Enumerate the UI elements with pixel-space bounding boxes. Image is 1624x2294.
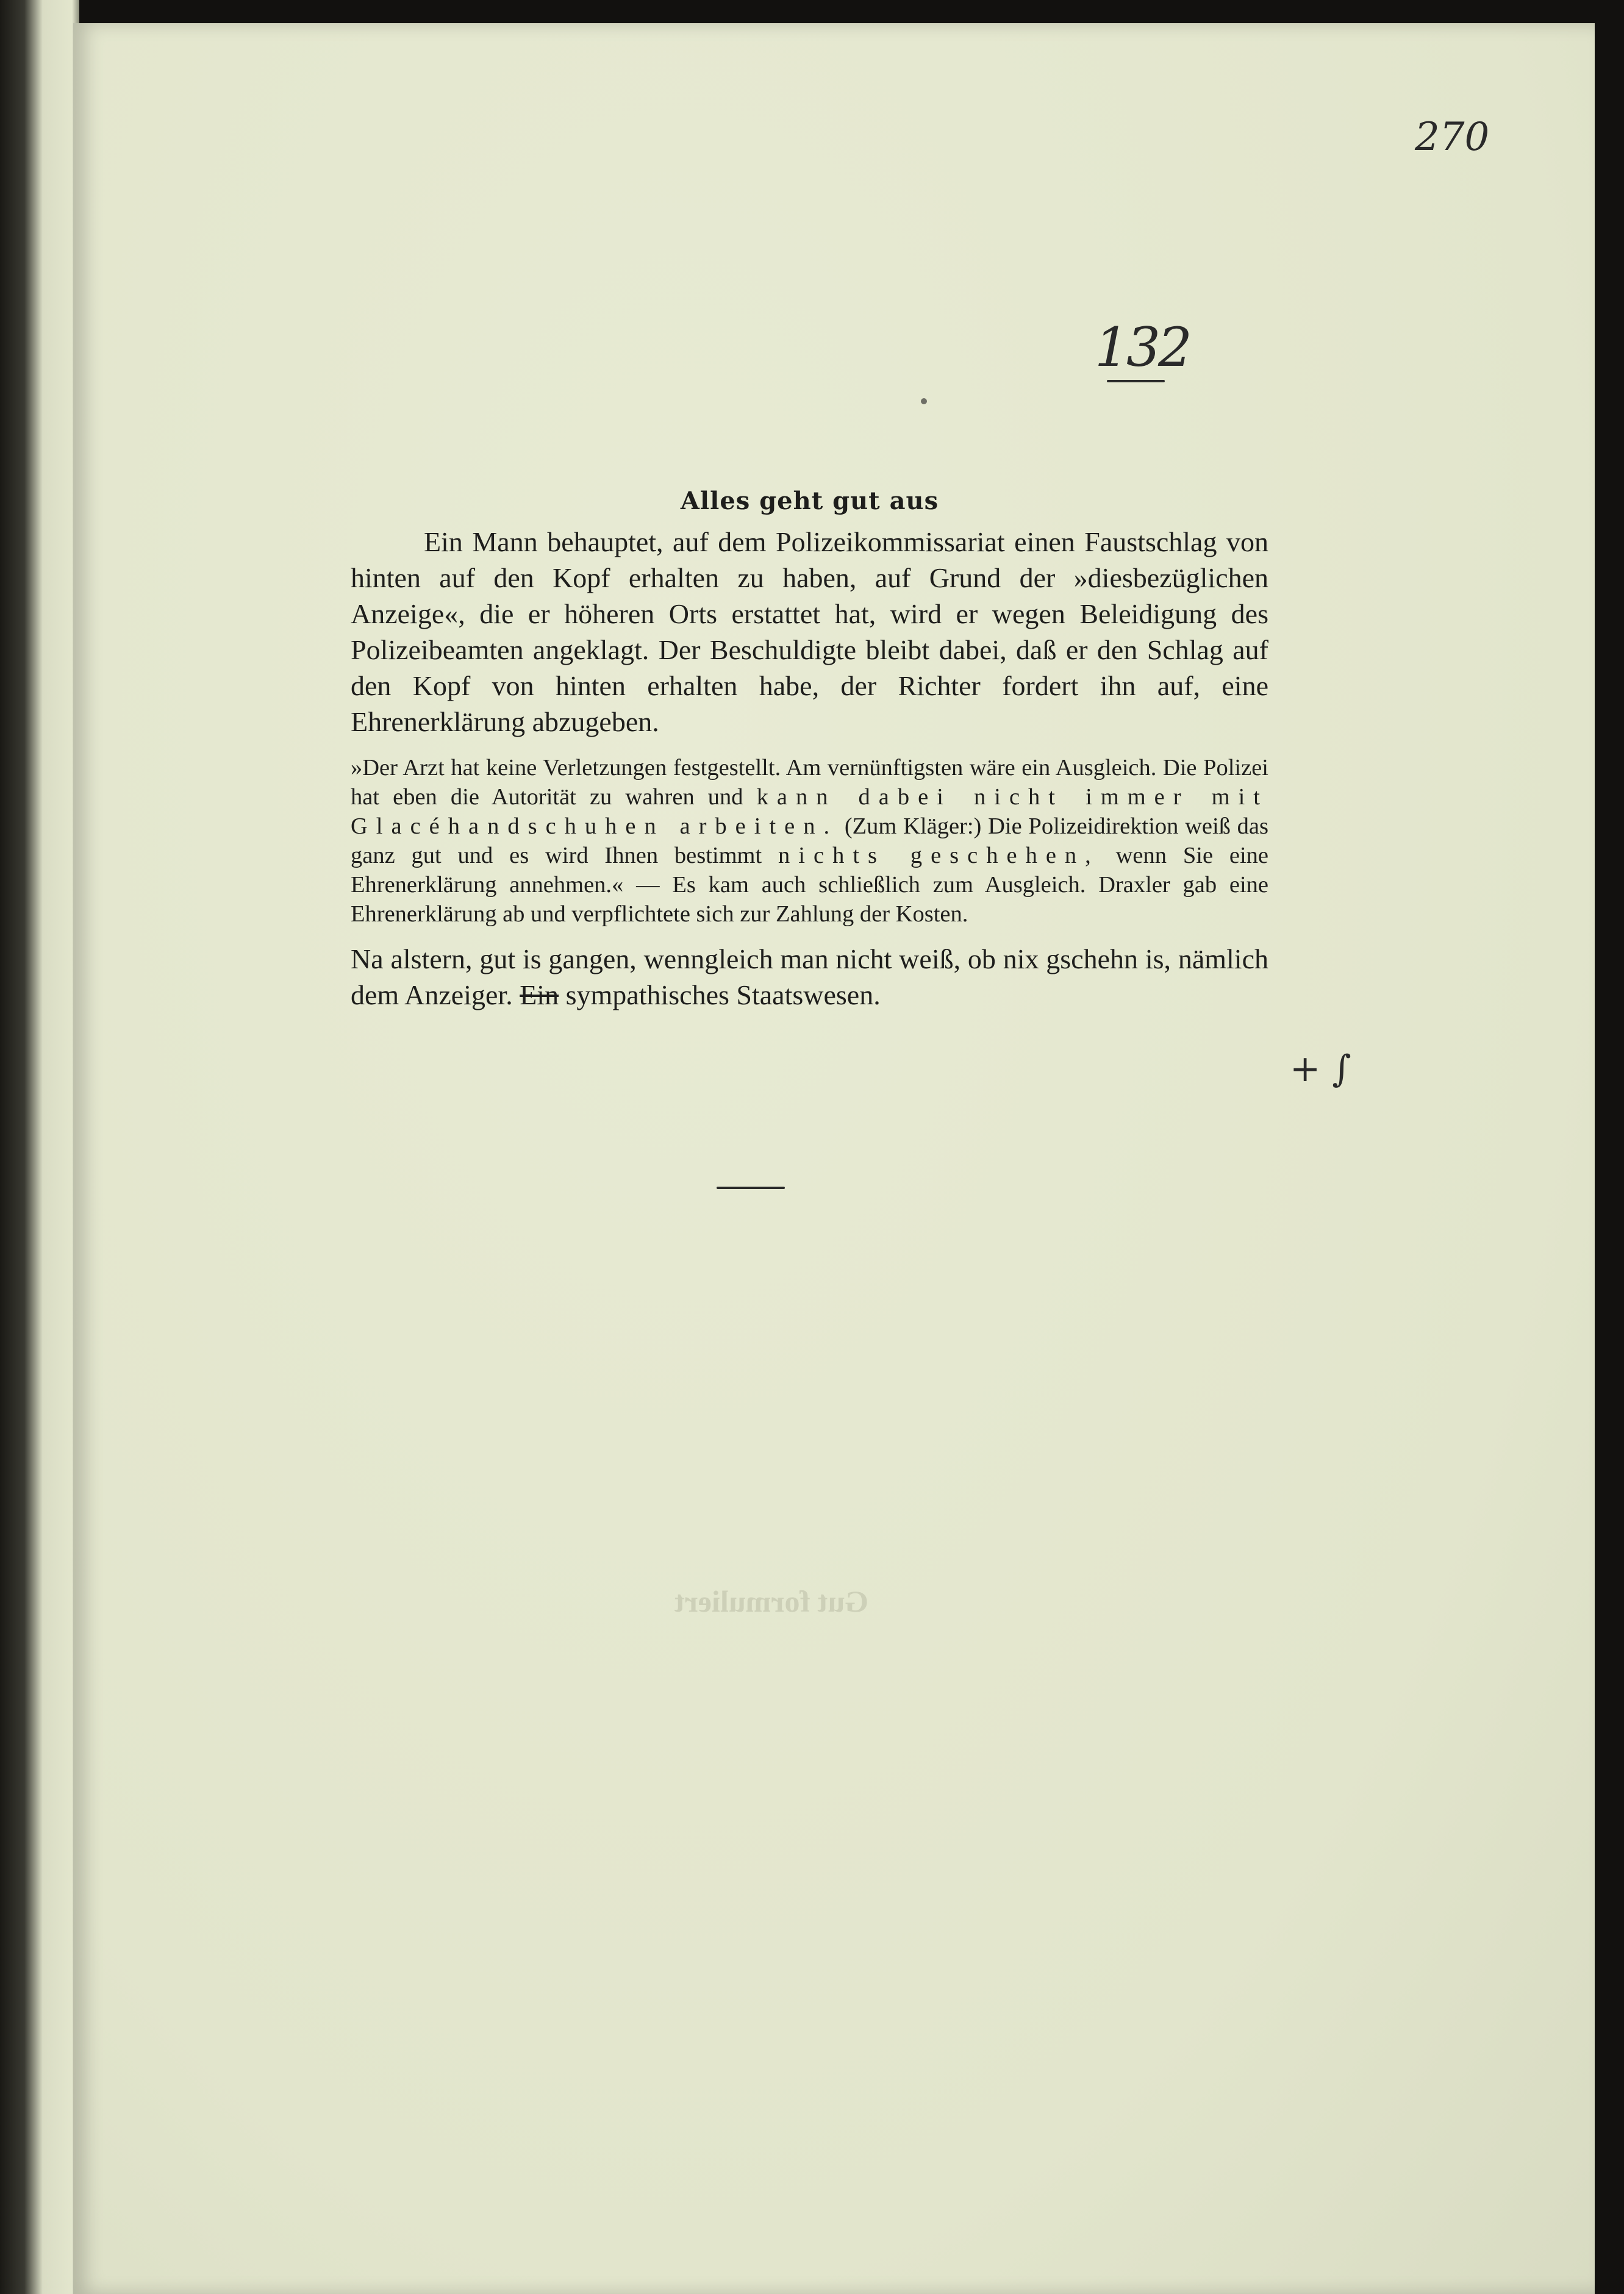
ink-dot bbox=[921, 398, 927, 404]
article-closing bbox=[351, 941, 1268, 1013]
quote-spaced-segment: nichts geschehen, bbox=[778, 843, 1100, 868]
end-rule bbox=[717, 1187, 785, 1189]
margin-correction-mark: + ∫ bbox=[1290, 1048, 1351, 1090]
struck-word: Ein bbox=[520, 979, 559, 1010]
quote-spaced-segment: kann dabei nicht immer mit Glacéhandschuhen arbeiten. bbox=[351, 784, 1269, 839]
quote-text-segment: wenn Sie eine Ehrenerklärung annehmen.« — Es kam auch schließlich zum Ausgleich. Draxler gab eine Ehrenerklärung ab und verpflichtete sich zur Zahlung der Kosten. bbox=[351, 843, 1268, 927]
quote-text-segment: (Zum Kläger:) Die Polizeidirektion weiß das ganz gut und es wird Ihnen bestimmt bbox=[351, 813, 1268, 868]
facing-page-edge bbox=[0, 0, 79, 2294]
article-paragraph: Ein Mann behauptet, auf dem Polizeikommissariat einen Faustschlag von hinten auf den Kopf erhalten zu haben, auf Grund der »diesbezüglichen Anzeige«, die er höheren Orts erstattet hat, wird er wegen Beleidigung des Polizeibeamten angeklagt. Der Beschuldigte bleibt dabei, daß er den Schlag auf den Kopf von hinten erhalten habe, der Richter fordert ihn auf, eine Ehrenerklärung abzugeben. bbox=[351, 526, 1268, 737]
closing-text-segment: Na alstern, gut is gangen, wenngleich man nicht weiß, ob nix gschehn is, nämlich dem Anzeiger. bbox=[351, 943, 1268, 1010]
handwritten-underline bbox=[1107, 380, 1165, 382]
show-through-text bbox=[305, 1584, 1238, 1624]
article-quote bbox=[351, 753, 1268, 929]
show-through-title: Gut formuliert bbox=[674, 1584, 868, 1618]
article bbox=[351, 487, 1268, 1013]
handwritten-number: 132 bbox=[1095, 316, 1190, 379]
folio-number: 270 bbox=[1415, 115, 1490, 160]
document-page bbox=[73, 23, 1595, 2294]
article-title: Alles geht gut aus bbox=[680, 487, 939, 515]
closing-text-segment: sympathisches Staatswesen. bbox=[559, 979, 881, 1010]
quote-text-segment: »Der Arzt hat keine Verletzungen festgestellt. Am vernünftigsten wäre ein Ausgleich. Die Polizei hat eben die Autorität zu wahren und bbox=[351, 755, 1268, 810]
